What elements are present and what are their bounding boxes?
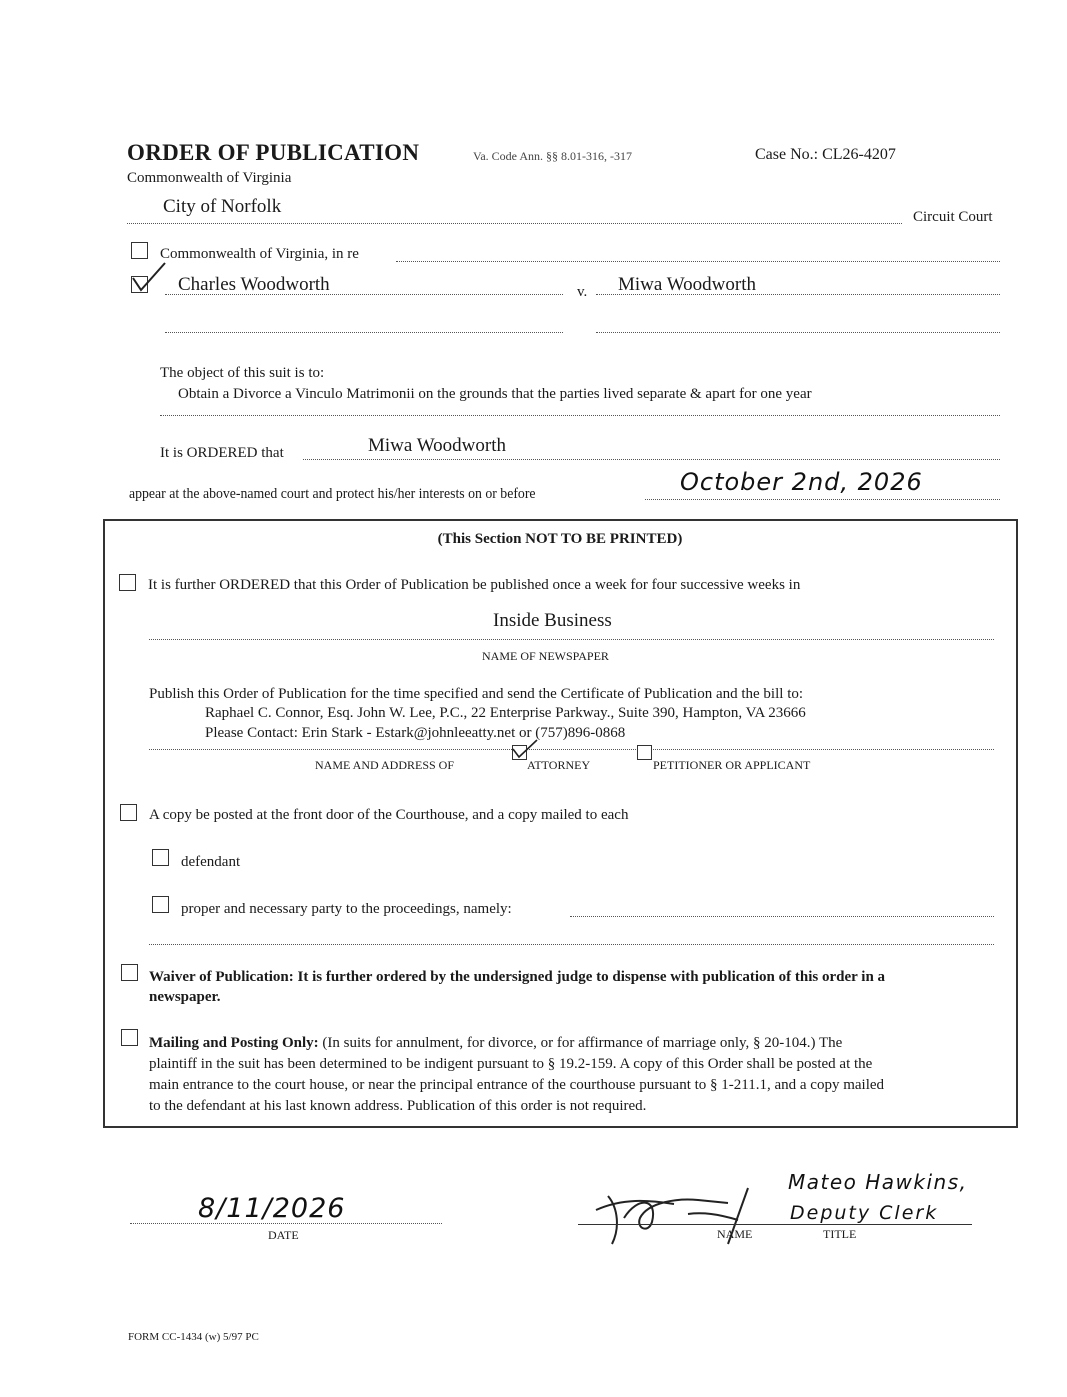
jurisdiction-line (127, 223, 902, 224)
in-re-label: Commonwealth of Virginia, in re (160, 246, 359, 262)
signer-name-handwritten: Mateo Hawkins, (788, 1170, 968, 1194)
waiver-line-1: It is further ordered by the undersigned judge to dispense with publication of this order in a (297, 969, 886, 985)
newspaper-line (149, 639, 994, 640)
party-option-line-2 (149, 944, 994, 945)
signature-scribble-icon (578, 1178, 793, 1248)
waiver-line-2: newspaper. (149, 989, 221, 1005)
newspaper-caption: NAME OF NEWSPAPER (482, 649, 609, 663)
signer-title-handwritten: Deputy Clerk (790, 1202, 939, 1224)
form-id-footer: FORM CC-1434 (w) 5/97 PC (128, 1331, 259, 1343)
in-re-line (396, 261, 1000, 262)
waiver-text (149, 967, 999, 1007)
appear-date-line (645, 499, 1000, 500)
waiver-checkbox[interactable] (121, 964, 138, 981)
defendant-option-label: defendant (181, 854, 241, 870)
plaintiff-line (165, 294, 563, 295)
ordered-line (303, 459, 1000, 460)
newspaper-name: Inside Business (493, 610, 612, 631)
plaintiff-name: Charles Woodworth (178, 274, 330, 295)
petitioner-label: PETITIONER OR APPLICANT (653, 758, 811, 772)
defendant-option-checkbox[interactable] (152, 849, 169, 866)
in-re-checkbox[interactable] (131, 242, 148, 259)
appear-label: appear at the above-named court and protect his/her interests on or before (129, 486, 536, 502)
petitioner-checkbox[interactable] (637, 745, 652, 760)
statute-reference: Va. Code Ann. §§ 8.01-316, -317 (473, 149, 632, 163)
mailing-line-3: main entrance to the court house, or near the principal entrance of the courthouse pursuant to § 1-211.1, and a copy mailed (149, 1077, 885, 1093)
defendant-line (596, 294, 1000, 295)
signature-line (578, 1224, 972, 1225)
jurisdiction-value: City of Norfolk (163, 196, 282, 217)
section-header: (This Section NOT TO BE PRINTED) (437, 531, 683, 547)
posting-checkbox[interactable] (120, 804, 137, 821)
ordered-party: Miwa Woodworth (368, 435, 506, 456)
attorney-label: ATTORNEY (527, 758, 591, 772)
publish-order-text: It is further ORDERED that this Order of Publication be published once a week for four successive weeks in (148, 577, 801, 593)
object-label: The object of this suit is to: (160, 365, 325, 381)
address-line (149, 749, 994, 750)
mailing-line-2: plaintiff in the suit has been determined to be indigent pursuant to § 19.2-159. A copy of this Order shall be posted at the (149, 1056, 873, 1072)
mailing-checkbox[interactable] (121, 1029, 138, 1046)
date-caption: DATE (268, 1228, 299, 1242)
send-to-line-2: Please Contact: Erin Stark - Estark@johnleeatty.net or (757)896-0868 (205, 725, 626, 741)
mailing-line-1: (In suits for annulment, for divorce, or for affirmance of marriage only, § 20-104.) The (322, 1035, 843, 1051)
mailing-line-4: to the defendant at his last known address. Publication of this order is not required. (149, 1098, 647, 1114)
object-text: Obtain a Divorce a Vinculo Matrimonii on the grounds that the parties lived separate & apart for one year (178, 386, 812, 402)
case-number: Case No.: CL26-4207 (755, 146, 896, 163)
party-option-line (570, 916, 994, 917)
name-caption: NAME (717, 1227, 753, 1241)
ordered-label: It is ORDERED that (160, 445, 284, 461)
date-line (130, 1223, 442, 1224)
send-to-line-1: Raphael C. Connor, Esq. John W. Lee, P.C., 22 Enterprise Parkway., Suite 390, Hampton, VA 23666 (205, 705, 806, 721)
extra-defendant-line (596, 332, 1000, 333)
form-title: ORDER OF PUBLICATION (127, 140, 420, 165)
address-caption: NAME AND ADDRESS OF (315, 758, 455, 772)
versus-label: v. (577, 284, 588, 300)
date-handwritten: 8/11/2026 (198, 1193, 346, 1224)
object-line (160, 415, 1000, 416)
party-option-label: proper and necessary party to the proceedings, namely: (181, 901, 512, 917)
appear-date-handwritten: October 2nd, 2026 (680, 468, 923, 496)
title-caption: TITLE (823, 1227, 857, 1241)
publish-checkbox[interactable] (119, 574, 136, 591)
send-to-label: Publish this Order of Publication for the time specified and send the Certificate of Publication and the bill to: (149, 686, 804, 702)
posting-text: A copy be posted at the front door of the Courthouse, and a copy mailed to each (149, 807, 629, 823)
defendant-name: Miwa Woodworth (618, 274, 756, 295)
extra-plaintiff-line (165, 332, 563, 333)
waiver-label: Waiver of Publication: (149, 969, 294, 985)
court-label: Circuit Court (913, 209, 993, 225)
party-option-checkbox[interactable] (152, 896, 169, 913)
checkmark-icon (128, 260, 170, 294)
mailing-text (149, 1033, 1009, 1117)
commonwealth-label: Commonwealth of Virginia (127, 170, 292, 186)
mailing-label: Mailing and Posting Only: (149, 1035, 319, 1051)
